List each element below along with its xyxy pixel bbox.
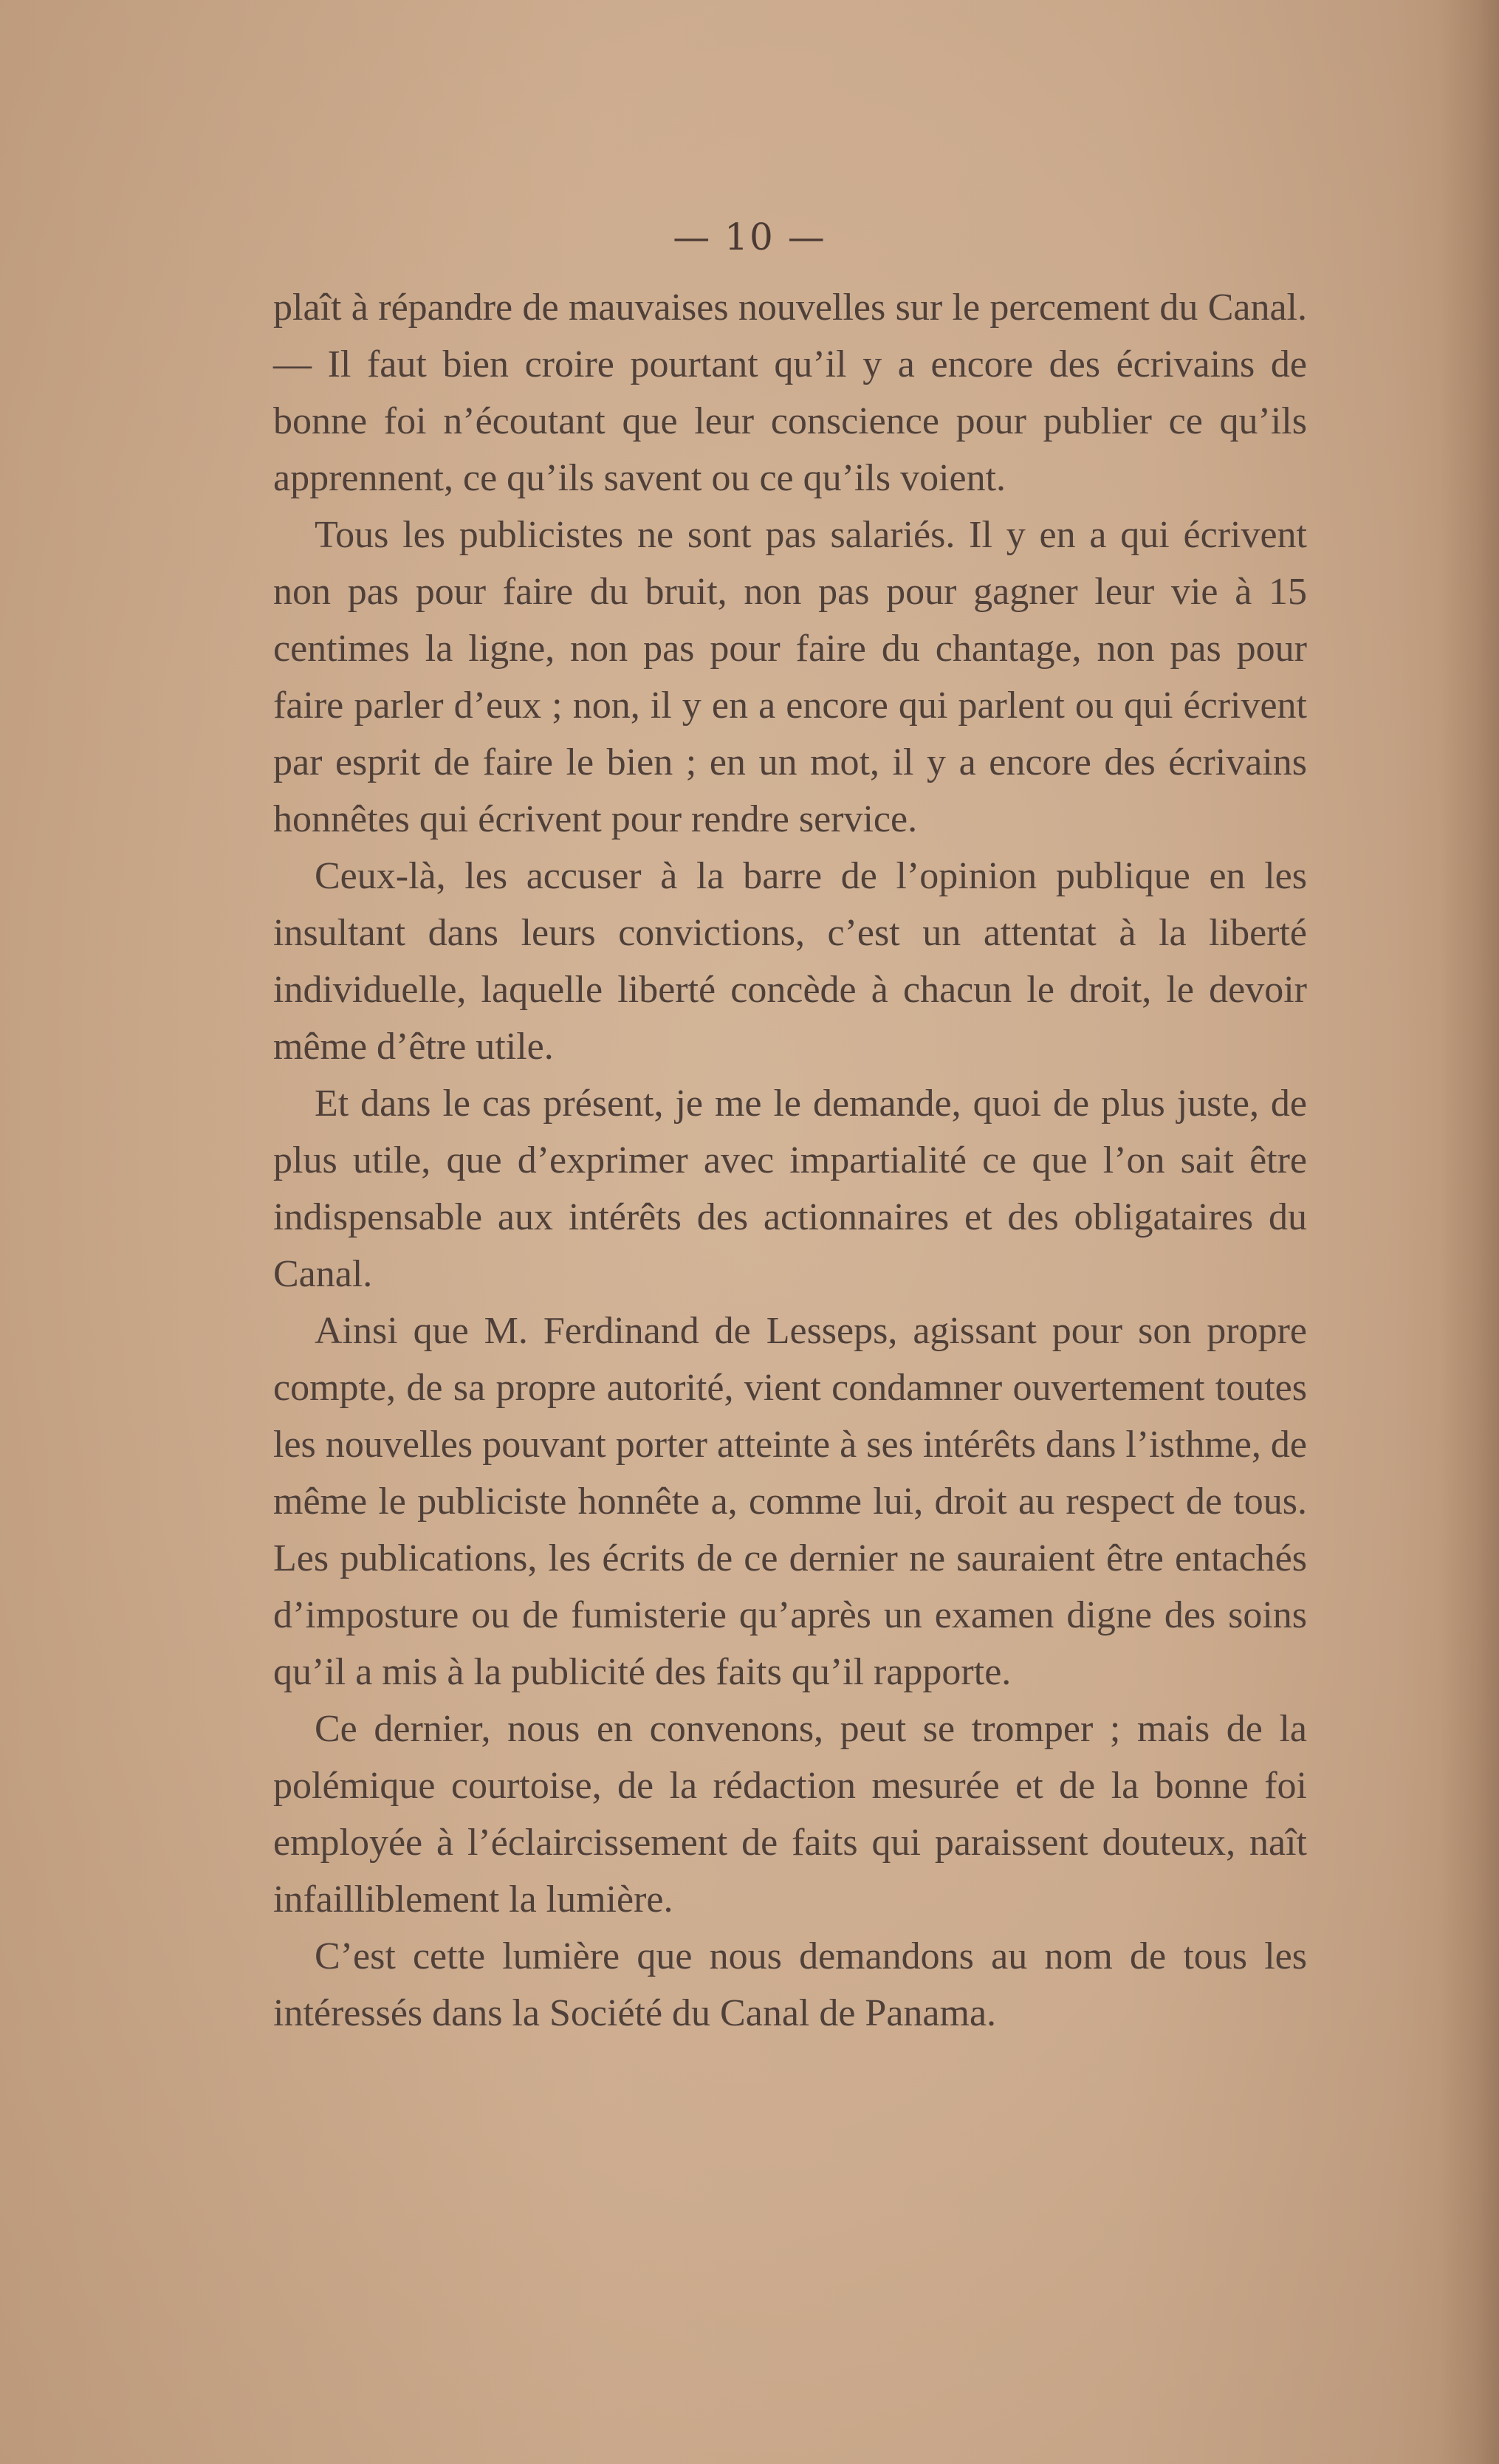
page-edge-shadow [1440,0,1499,2464]
paragraph-continued: plaît à répandre de mauvaises nouvelles sur le percement du Canal. — Il faut bien croire pourtant qu’il y a encore des écrivains de bonne foi n’écoutant que leur conscience pour publier ce qu’ils apprennent, ce qu’ils savent ou ce qu’ils voient. [273,286,1307,499]
paragraph: Tous les publicistes ne sont pas salariés. Il y en a qui écrivent non pas pour faire du bruit, non pas pour gagner leur vie à 15 centimes la ligne, non pas pour faire du chantage, non pas pour faire parler d’eux ; non, il y en a encore qui parlent ou qui écrivent par esprit de faire le bien ; en un mot, il y a encore des écrivains honnêtes qui écrivent pour rendre service. [273,514,1307,840]
paragraph: Et dans le cas présent, je me le demande, quoi de plus juste, de plus utile, que d’exprimer avec impartialité ce que l’on sait être indispensable aux intérêts des actionnaires et des obligataires du Canal. [273,1082,1307,1295]
page-number: — 10 — [673,216,826,258]
paragraph: Ceux-là, les accuser à la barre de l’opinion publique en les insultant dans leurs convictions, c’est un attentat à la liberté individuelle, laquelle liberté concède à chacun le droit, le devoir même d’être utile. [273,855,1307,1068]
body-text [273,279,1307,2042]
paragraph: Ce dernier, nous en convenons, peut se tromper ; mais de la polémique courtoise, de la rédaction mesurée et de la bonne foi employée à l’éclaircissement de faits qui paraissent douteux, naît infailliblement la lumière. [273,1708,1307,1921]
paragraph: Ainsi que M. Ferdinand de Lesseps, agissant pour son propre compte, de sa propre autorité, vient condamner ouvertement toutes les nouvelles pouvant porter atteinte à ses intérêts dans l’isthme, de même le publiciste honnête a, comme lui, droit au respect de tous. Les publications, les écrits de ce dernier ne sauraient être entachés d’imposture ou de fumisterie qu’après un examen digne des soins qu’il a mis à la publicité des faits qu’il rapporte. [273,1310,1307,1693]
paragraph: C’est cette lumière que nous demandons au nom de tous les intéressés dans la Société du Canal de Panama. [273,1935,1307,2034]
